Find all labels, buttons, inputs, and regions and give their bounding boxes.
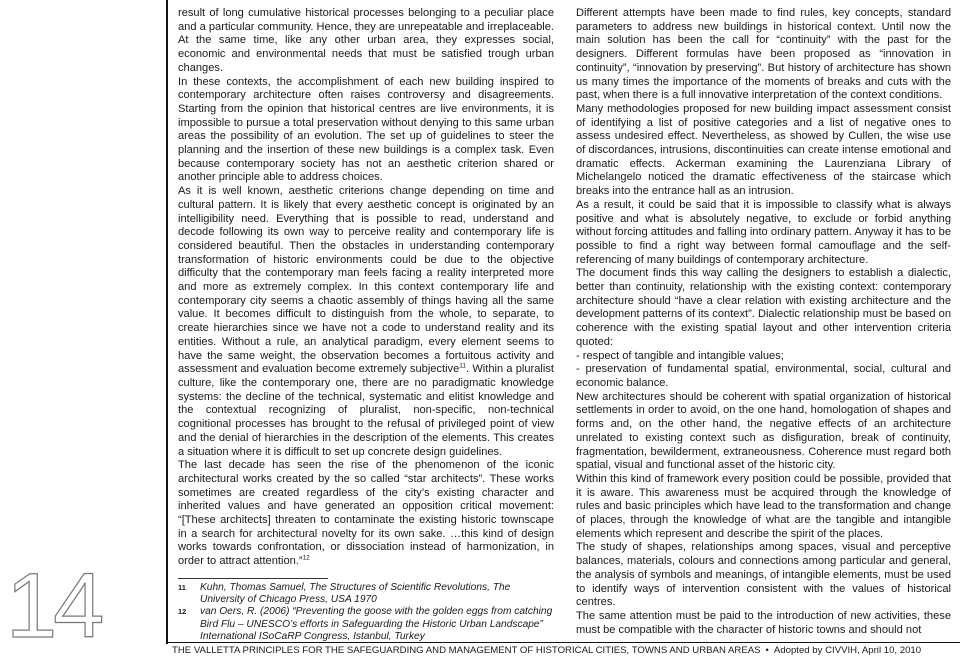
footnote-text: van Oers, R. (2006) “Preventing the goose with the golden eggs from catching Bird Flu – UNESCO’s efforts in Safeguarding the Historic Urban Landscape” International ISoCaRP Congress, Istanbul, Turkey <box>200 606 553 642</box>
footnote-ref-12[interactable]: 12 <box>302 554 310 562</box>
right-paragraph-3: As a result, it could be said that it is impossible to classify what is always positive and what is absolutely negative, to exclude or forbid anything without forcing attitudes and falling into ordinary pattern. Anyway it has to be possible to find a right way between formal camouflage and the self-referencing of many buildings of contemporary architecture. <box>576 198 951 266</box>
right-list-item-2: - preservation of fundamental spatial, environmental, social, cultural and economic balance. <box>576 363 951 389</box>
right-paragraph-5: New architectures should be coherent with spatial organization of historical settlements in order to avoid, on the one hand, homologation of shapes and forms and, on the other hand, the negative effects of an architecture unrelated to existing context such as disfiguration, break of continuity, fragmentation, bewilderment, extraneousness. Coherence must regard both spatial, visual and functional asset of the historic city. <box>576 390 951 472</box>
footnote-12 <box>178 606 554 643</box>
footer-bullet: • <box>765 645 769 656</box>
footer <box>172 645 958 657</box>
right-paragraph-4: The document finds this way calling the designers to establish a dialectic, better than continuity, relationship with the existing context: contemporary architecture should “have a clear relation with existing architecture and the development patterns of its context”. Dialectic relationship must be based on coherence with the existing spatial layout and other intervention criteria quoted: <box>576 267 951 348</box>
left-paragraph-4-text: The last decade has seen the rise of the phenomenon of the iconic architectural works created by the so called “star architects”. These works sometimes are created regardless of the city’s existing character and inherited values and have generated an opposition critical movement: “[These architects] threaten to contaminate the existing historic townscape in a search for architectural novelty for its own sake. …this kind of design works towards confrontation, or dissociation instead of harmonization, in order to attract attention.” <box>178 459 554 568</box>
footer-title: THE VALLETTA PRINCIPLES FOR THE SAFEGUARDING AND MANAGEMENT OF HISTORICAL CITIES, TOWNS AND URBAN AREAS <box>172 645 761 656</box>
footnote-number: 12 <box>178 607 187 617</box>
vertical-rule <box>166 0 168 644</box>
footnote-11 <box>178 582 554 606</box>
footnote-number: 11 <box>178 583 186 592</box>
footer-adopted: Adopted by CIVVIH, April 10, 2010 <box>773 645 922 656</box>
left-paragraph-2: In these contexts, the accomplishment of each new building inspired to contemporary architecture often raises controversy and disagreements. Starting from the opinion that historical centres are live environments, it is impossible to pursue a total preservation without denying to this same urban areas the possibility of an evolution. The set up of guidelines to steer the planning and the insertion of these new buildings is a complex task. Even because contemporary society has not an aesthetic criterion shared or another principle able to address choices. <box>178 75 554 184</box>
left-paragraph-3 <box>178 185 554 459</box>
left-paragraph-3-tail: . Within a pluralist culture, like the contemporary one, there are no paradigmatic knowledge systems: the decline of the technical, systematic and elitist knowledge and the contextual recognizing of pluralist, non-specific, non-technical cognitional processes has brought to the refusal of privileged point of view and the denial of hierarchies in the description of the elements. This creates a situation where it is difficult to set up concrete design guidelines. <box>178 363 554 458</box>
right-column <box>576 7 951 637</box>
right-paragraph-1: Different attempts have been made to find rules, key concepts, standard parameters to address new buildings in historical context. Until now the main solution has been the call for “continuity” with the past for the designers. Different formulas have been proposed as “innovation in continuity”, “innovation by preserving”. But history of architecture has shown us many times the importance of the moments of breaks and cuts with the past, when there is a full innovative interpretation of the context conditions. <box>576 7 951 102</box>
right-list-item-1: - respect of tangible and intangible values; <box>576 349 784 362</box>
left-paragraph-4 <box>178 459 554 569</box>
left-paragraph-1: result of long cumulative historical processes belonging to a peculiar place and a particular community. Hence, they are unrepeatable and irreplaceable. At the same time, like any other urban area, they expresses social, economic and environmental needs that must be satisfied trough urban changes. <box>178 7 554 74</box>
right-paragraph-7: The study of shapes, relationships among spaces, visual and perceptive balances, materials, colours and connections among particular and general, the analysis of symbols and meanings, of intangible elements, must be used to identify ways of intervention consistent with the values of historical centres. <box>576 541 951 609</box>
footer-rule <box>166 642 960 643</box>
page-number: 14 <box>6 555 101 657</box>
footnote-ref-11[interactable]: 11 <box>459 362 467 370</box>
right-paragraph-8: The same attention must be paid to the introduction of new activities, these must be compatible with the character of historic towns and should not <box>576 609 951 636</box>
left-paragraph-3-text: As it is well known, aesthetic criterions change depending on time and cultural pattern. It is likely that every aesthetic concept is originated by an intelligibility need. Everything that is possible to read, understand and decode following its own way to perceive reality and contemporary life is considered beautiful. Then the obstacles in understanding contemporary transformation of historic environments could be due to the objective difficulty that the contemporary man feels facing a reality interpreted more and more as extremely complex. In this context contemporary life and contemporary city seems a chaotic assembly of things having all the same value. It becomes difficult to distinguish from the whole, to separate, to create hierarchies since we have not a code to understand reality and its entities. Without a rule, an analytical paradigm, every element seems to have the same weight, the observation becomes a fortuitous activity and assessment and evaluation become extremely subjective <box>178 185 554 376</box>
footnotes <box>178 582 554 643</box>
footnote-text: Kuhn, Thomas Samuel, The Structures of Scientific Revolutions, The University of Chicago Press, USA 1970 <box>200 582 511 606</box>
right-paragraph-2: Many methodologies proposed for new building impact assessment consist of identifying a list of positive categories and a list of negative ones to assess undesired effect. Nevertheless, as showed by Cullen, the wise use of discordances, intrusions, discontinuities can create intense emotional and dramatic effects. Ackerman examining the Laurenziana Library of Michelangelo noticed the dramatic effectiveness of the staircase which breaks into the entrance hall as an intrusion. <box>576 102 951 198</box>
footnote-divider <box>178 578 328 579</box>
left-column <box>178 7 554 569</box>
right-paragraph-6: Within this kind of framework every position could be possible, provided that it is aware. This awareness must be acquired through the knowledge of rules and basic principles which have lead to the transformation and change of places, through the knowledge of what are the tangible and intangible elements which represent and describe the spirit of the places. <box>576 472 951 540</box>
